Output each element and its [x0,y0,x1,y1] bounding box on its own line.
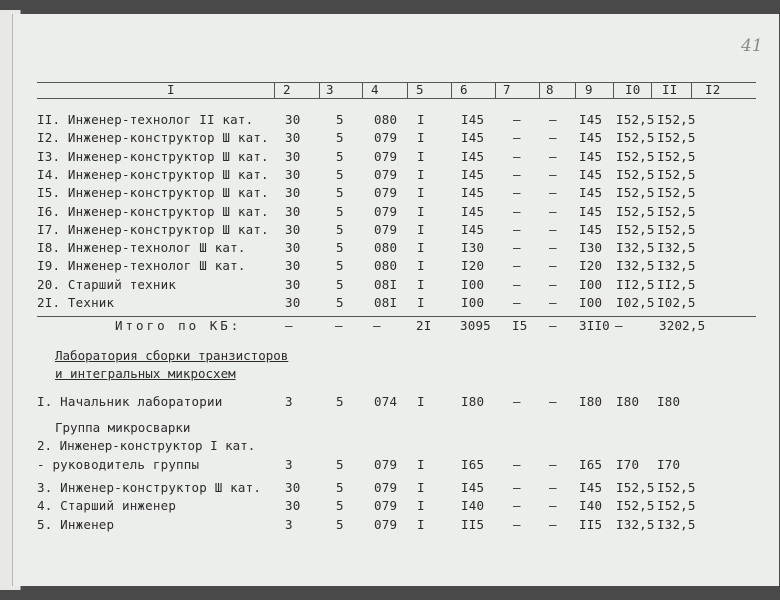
cell-c3: 5 [336,222,344,237]
cell-c6: I65 [461,457,485,472]
cell-c3: 5 [336,277,344,292]
cell-c4: 079 [374,167,398,182]
cell-c2: 30 [285,277,301,292]
document-page [12,14,779,586]
cell-c6: I45 [461,130,485,145]
cell-c3: 5 [336,204,344,219]
cell-c7: – [513,112,521,127]
cell-c4: 079 [374,185,398,200]
cell-c5: I [417,222,425,237]
cell-c9: I00 [579,295,603,310]
total-c10: – [615,318,623,333]
total-label: Итого по КБ: [115,318,242,333]
cell-c9: I30 [579,240,603,255]
cell-c9: I45 [579,480,603,495]
cell-c8: – [549,185,557,200]
total-c8: – [549,318,557,333]
header-column-separator [651,82,652,98]
cell-c3: 5 [336,457,344,472]
cell-c4: 08I [374,295,398,310]
cell-c5: I [417,167,425,182]
cell-c10: I52,5 [616,112,655,127]
cell-c7: – [513,240,521,255]
cell-c2: 3 [285,517,293,532]
cell-c8: – [549,394,557,409]
cell-c6: I30 [461,240,485,255]
cell-c5: I [417,480,425,495]
total-c5: 2I [416,318,432,333]
cell-c7: – [513,480,521,495]
cell-c2: 30 [285,258,301,273]
cell-c6: I80 [461,394,485,409]
cell-c8: – [549,167,557,182]
cell-c5: I [417,149,425,164]
cell-c2: 30 [285,130,301,145]
header-column-separator [274,82,275,98]
cell-c2: 30 [285,204,301,219]
page-number: 41 [741,36,763,56]
cell-c11: I52,5 [657,480,696,495]
cell-c9: I45 [579,185,603,200]
row-name: 4. Старший инженер [37,498,177,513]
cell-c4: 079 [374,130,398,145]
cell-c8: – [549,222,557,237]
cell-c7: – [513,277,521,292]
cell-c2: 30 [285,167,301,182]
cell-c2: 30 [285,480,301,495]
cell-c10: I02,5 [616,295,655,310]
cell-c7: – [513,457,521,472]
cell-c8: – [549,480,557,495]
cell-c5: I [417,295,425,310]
cell-c10: I52,5 [616,222,655,237]
cell-c5: I [417,185,425,200]
row-name: 2I. Техник [37,295,115,310]
cell-c5: I [417,258,425,273]
cell-c2: 30 [285,498,301,513]
cell-c3: 5 [336,167,344,182]
cell-c10: I52,5 [616,498,655,513]
cell-c5: I [417,277,425,292]
row-name: 3. Инженер-конструктор Ш кат. [37,480,262,495]
cell-c9: I45 [579,130,603,145]
cell-c7: – [513,149,521,164]
column-header: 7 [503,82,511,97]
cell-c6: I45 [461,480,485,495]
cell-c9: I65 [579,457,603,472]
cell-c8: – [549,112,557,127]
cell-c3: 5 [336,498,344,513]
cell-c7: – [513,167,521,182]
cell-c7: – [513,498,521,513]
row-name: I9. Инженер-технолог Ш кат. [37,258,246,273]
column-header: I2 [705,82,721,97]
cell-c4: 08I [374,277,398,292]
cell-c2: 30 [285,240,301,255]
cell-c10: I52,5 [616,149,655,164]
cell-c2: 30 [285,112,301,127]
column-header: 9 [585,82,593,97]
header-column-separator [495,82,496,98]
cell-c9: I40 [579,498,603,513]
cell-c10: I32,5 [616,258,655,273]
cell-c10: II2,5 [616,277,655,292]
cell-c8: – [549,149,557,164]
total-c6: 3095 [460,318,491,333]
column-header: 3 [326,82,334,97]
cell-c9: I00 [579,277,603,292]
cell-c5: I [417,498,425,513]
table-rule [37,82,756,83]
cell-c5: I [417,112,425,127]
cell-c4: 079 [374,457,398,472]
cell-c11: I80 [657,394,681,409]
cell-c10: I52,5 [616,185,655,200]
cell-c4: 079 [374,149,398,164]
cell-c4: 080 [374,112,398,127]
cell-c4: 080 [374,258,398,273]
cell-c10: I52,5 [616,480,655,495]
cell-c5: I [417,457,425,472]
row-name: I. Начальник лаборатории [37,394,223,409]
row-name: 2. Инженер-конструктор I кат. [37,438,256,453]
cell-c8: – [549,457,557,472]
total-c7: I5 [512,318,528,333]
cell-c7: – [513,185,521,200]
cell-c11: II2,5 [657,277,696,292]
cell-c3: 5 [336,112,344,127]
cell-c4: 079 [374,517,398,532]
cell-c10: I70 [616,457,640,472]
cell-c6: I45 [461,112,485,127]
cell-c2: 30 [285,185,301,200]
total-c9: 3II0 [579,318,610,333]
cell-c11: I52,5 [657,167,696,182]
cell-c8: – [549,204,557,219]
cell-c11: I70 [657,457,681,472]
cell-c2: 30 [285,295,301,310]
column-header: II [662,82,678,97]
cell-c5: I [417,204,425,219]
row-name: I4. Инженер-конструктор Ш кат. [37,167,269,182]
cell-c7: – [513,204,521,219]
column-header: 2 [283,82,291,97]
total-c3: – [335,318,343,333]
cell-c6: II5 [461,517,485,532]
cell-c10: I52,5 [616,204,655,219]
cell-c8: – [549,258,557,273]
cell-c6: I00 [461,295,485,310]
total-c11: 3202,5 [659,318,706,333]
cell-c5: I [417,394,425,409]
cell-c9: I20 [579,258,603,273]
cell-c10: I52,5 [616,167,655,182]
cell-c9: I45 [579,204,603,219]
cell-c4: 074 [374,394,398,409]
header-column-separator [451,82,452,98]
cell-c4: 080 [374,240,398,255]
cell-c3: 5 [336,517,344,532]
cell-c6: I40 [461,498,485,513]
cell-c2: 30 [285,149,301,164]
cell-c11: I52,5 [657,112,696,127]
cell-c6: I45 [461,149,485,164]
column-header: 6 [460,82,468,97]
cell-c11: I52,5 [657,498,696,513]
cell-c10: I52,5 [616,130,655,145]
cell-c3: 5 [336,185,344,200]
cell-c6: I20 [461,258,485,273]
row-name: 5. Инженер [37,517,115,532]
header-column-separator [575,82,576,98]
cell-c6: I45 [461,185,485,200]
cell-c7: – [513,258,521,273]
cell-c2: 3 [285,457,293,472]
row-name: I5. Инженер-конструктор Ш кат. [37,185,269,200]
cell-c9: I45 [579,149,603,164]
row-name: I2. Инженер-конструктор Ш кат. [37,130,269,145]
cell-c2: 3 [285,394,293,409]
cell-c6: I00 [461,277,485,292]
section-title: и интегральных микросхем [55,366,236,381]
cell-c9: I80 [579,394,603,409]
total-c4: – [373,318,381,333]
cell-c3: 5 [336,295,344,310]
header-column-separator [407,82,408,98]
cell-c3: 5 [336,240,344,255]
cell-c11: I02,5 [657,295,696,310]
table-rule [37,316,756,317]
header-column-separator [362,82,363,98]
row-name: - руководитель группы [37,457,200,472]
cell-c9: I45 [579,112,603,127]
row-name: II. Инженер-технолог II кат. [37,112,254,127]
column-header: 8 [546,82,554,97]
cell-c10: I32,5 [616,517,655,532]
cell-c5: I [417,517,425,532]
cell-c11: I32,5 [657,517,696,532]
row-name: I7. Инженер-конструктор Ш кат. [37,222,269,237]
cell-c8: – [549,277,557,292]
cell-c4: 079 [374,222,398,237]
cell-c7: – [513,295,521,310]
group-title: Группа микросварки [55,420,191,435]
row-name: I8. Инженер-технолог Ш кат. [37,240,246,255]
cell-c7: – [513,517,521,532]
header-column-separator [539,82,540,98]
cell-c8: – [549,240,557,255]
cell-c4: 079 [374,480,398,495]
header-column-separator [613,82,614,98]
header-column-separator [319,82,320,98]
cell-c6: I45 [461,167,485,182]
cell-c7: – [513,394,521,409]
cell-c6: I45 [461,204,485,219]
column-header: I [167,82,175,97]
cell-c5: I [417,240,425,255]
row-name: I6. Инженер-конструктор Ш кат. [37,204,269,219]
row-name: 20. Старший техник [37,277,177,292]
cell-c6: I45 [461,222,485,237]
table-rule [37,98,756,99]
column-header: 5 [416,82,424,97]
cell-c11: I32,5 [657,258,696,273]
cell-c7: – [513,130,521,145]
column-header: I0 [625,82,641,97]
total-c2: – [285,318,293,333]
cell-c3: 5 [336,394,344,409]
cell-c10: I32,5 [616,240,655,255]
cell-c3: 5 [336,480,344,495]
cell-c8: – [549,498,557,513]
cell-c11: I52,5 [657,130,696,145]
cell-c4: 079 [374,204,398,219]
cell-c11: I52,5 [657,204,696,219]
row-name: I3. Инженер-конструктор Ш кат. [37,149,269,164]
cell-c5: I [417,130,425,145]
cell-c11: I52,5 [657,149,696,164]
header-column-separator [691,82,692,98]
cell-c7: – [513,222,521,237]
cell-c9: II5 [579,517,603,532]
cell-c3: 5 [336,258,344,273]
cell-c11: I32,5 [657,240,696,255]
section-title: Лаборатория сборки транзисторов [55,348,289,363]
cell-c3: 5 [336,130,344,145]
cell-c3: 5 [336,149,344,164]
cell-c8: – [549,295,557,310]
cell-c11: I52,5 [657,185,696,200]
cell-c4: 079 [374,498,398,513]
cell-c10: I80 [616,394,640,409]
cell-c2: 30 [285,222,301,237]
cell-c8: – [549,517,557,532]
cell-c11: I52,5 [657,222,696,237]
cell-c9: I45 [579,167,603,182]
cell-c8: – [549,130,557,145]
cell-c9: I45 [579,222,603,237]
column-header: 4 [371,82,379,97]
